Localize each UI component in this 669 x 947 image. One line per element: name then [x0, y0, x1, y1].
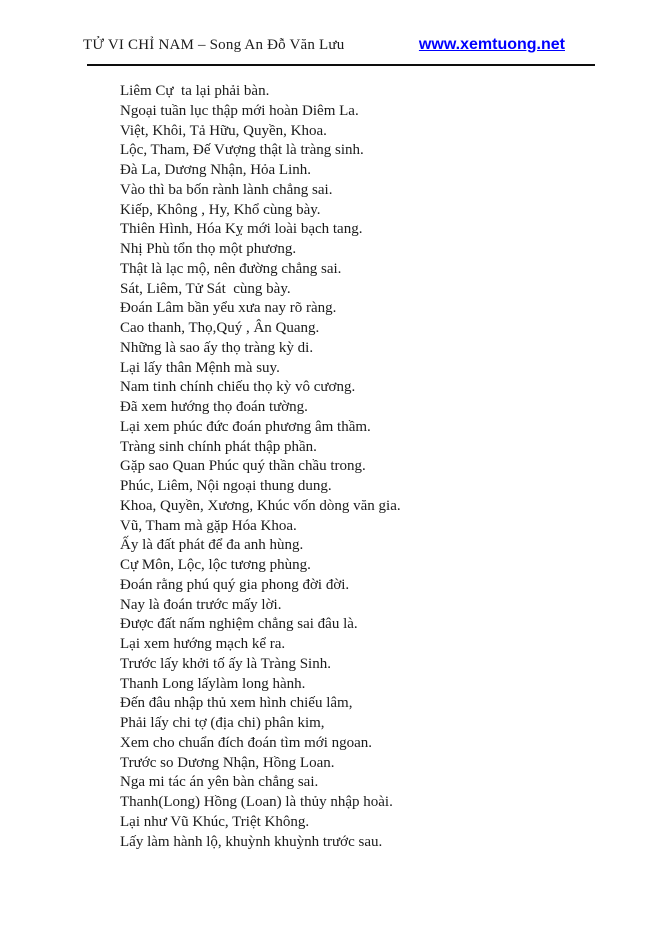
poem-line: Nhị Phù tổn thọ một phương. [120, 241, 297, 257]
poem-line: Những là sao ấy thọ tràng kỳ di. [120, 339, 314, 356]
poem-line: Trước lấy khởi tố ấy là Tràng Sinh. [120, 655, 331, 672]
poem-line: Đoán rằng phú quý gia phong đời đời. [120, 576, 350, 593]
poem-line: Vũ, Tham mà gặp Hóa Khoa. [120, 517, 297, 534]
poem-line: Tràng sinh chính phát thập phần. [120, 438, 317, 455]
poem-line: Đoán Lâm bần yểu xưa nay rõ ràng. [120, 300, 337, 317]
poem-line: Lại lấy thân Mệnh mà suy. [120, 359, 280, 376]
poem-line: Phúc, Liêm, Nội ngoại thung dung. [120, 478, 332, 494]
poem-line: Trước so Dương Nhận, Hồng Loan. [120, 754, 335, 771]
header-divider [87, 64, 595, 66]
poem-line: Đến đâu nhập thủ xem hình chiếu lâm, [120, 695, 353, 712]
poem-line: Lấy làm hành lộ, khuỳnh khuỳnh trước sau. [120, 833, 383, 850]
poem-line: Sát, Liêm, Tử Sát cùng bày. [120, 280, 291, 297]
page-header [83, 36, 595, 66]
poem-line: Lại xem phúc đức đoán phương âm thầm. [120, 418, 371, 435]
poem-line: Liêm Cự ta lại phải bàn. [120, 83, 270, 99]
poem-line: Cao thanh, Thọ,Quý , Ân Quang. [120, 320, 320, 336]
poem-line: Nam tinh chính chiếu thọ kỳ vô cương. [120, 379, 356, 396]
poem-line: Xem cho chuẩn đích đoán tìm mới ngoan. [120, 734, 373, 751]
poem-line: Thật là lạc mộ, nên đường chẳng sai. [120, 260, 342, 277]
poem-line: Phải lấy chi tợ (địa chi) phân kim, [120, 715, 325, 731]
poem-line: Thanh(Long) Hồng (Loan) là thủy nhập hoài. [120, 794, 393, 810]
poem-line: Nay là đoán trước mấy lời. [120, 596, 282, 613]
poem-line: Ngoại tuần lục thập mới hoàn Diêm La. [120, 102, 359, 119]
poem-line: Gặp sao Quan Phúc quý thần chầu trong. [120, 458, 366, 475]
poem-line: Nga mi tác án yên bàn chẳng sai. [120, 774, 319, 791]
poem-line: Việt, Khôi, Tả Hữu, Quyền, Khoa. [120, 122, 327, 139]
poem-line: Vào thì ba bốn rành lành chẳng sai. [120, 181, 333, 198]
poem-line: Đã xem hướng thọ đoán tường. [120, 399, 308, 415]
poem-line: Đà La, Dương Nhận, Hỏa Linh. [120, 162, 312, 178]
document-title: TỬ VI CHỈ NAM – Song An Đỗ Văn Lưu [83, 37, 345, 53]
poem-line: Được đất nấm nghiệm chẳng sai đâu là. [120, 616, 358, 633]
poem-line: Lại như Vũ Khúc, Triệt Không. [120, 813, 310, 830]
poem-line: Lộc, Tham, Đế Vượng thật là tràng sinh. [120, 142, 364, 159]
poem-line: Ấy là đất phát để đa anh hùng. [120, 537, 304, 554]
poem-line: Thiên Hình, Hóa Kỵ mới loài bạch tang. [120, 221, 363, 238]
poem-line: Kiếp, Không , Hy, Khổ cùng bày. [120, 201, 321, 218]
poem-body [120, 82, 669, 852]
poem-line: Thanh Long lấylàm long hành. [120, 675, 306, 692]
poem-line: Cự Môn, Lộc, lộc tương phùng. [120, 557, 311, 573]
poem-line: Khoa, Quyền, Xương, Khúc vốn dòng văn gia. [120, 497, 401, 514]
website-link[interactable]: www.xemtuong.net [418, 36, 565, 53]
poem-line: Lại xem hướng mạch kể ra. [120, 636, 286, 652]
header-row [83, 36, 595, 54]
